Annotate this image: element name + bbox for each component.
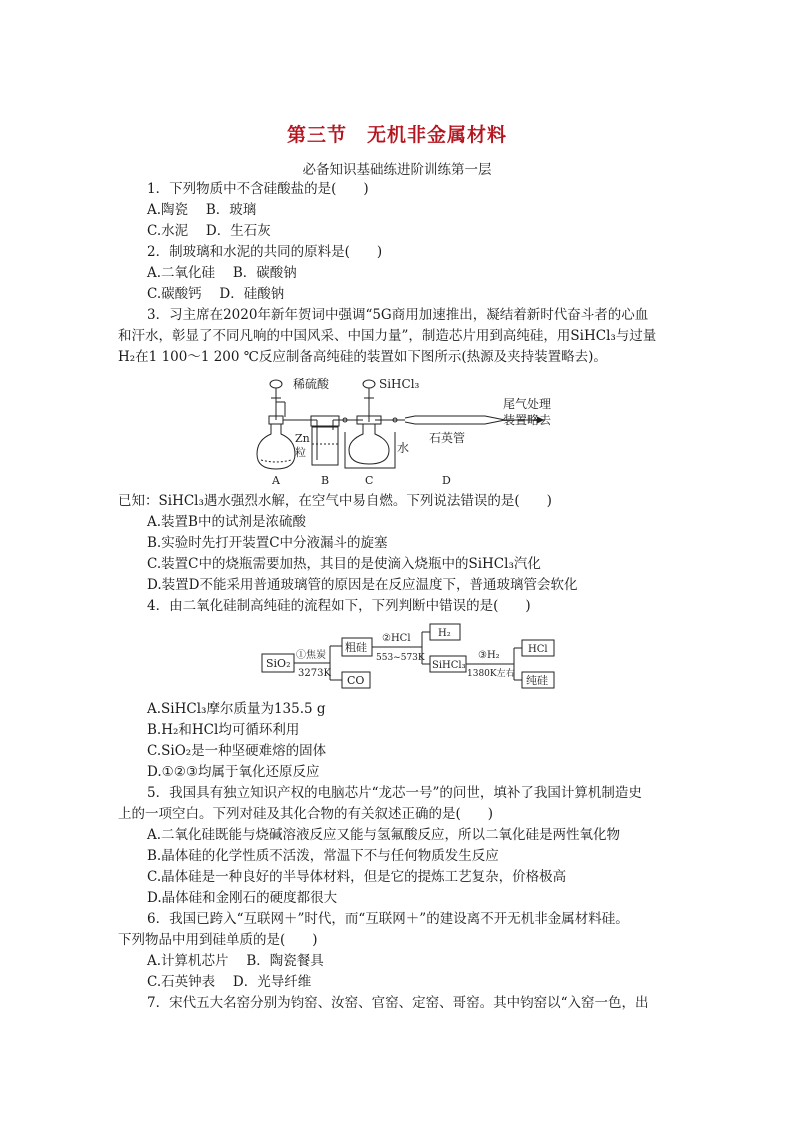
question-line: 7．宋代五大名窑分别为钧窑、汝窑、官窑、定窑、哥窑。其中钧窑以“入窑一色，出 bbox=[147, 995, 649, 1011]
flow-figure bbox=[260, 620, 565, 695]
option-line: B.晶体硅的化学性质不活泼，常温下不与任何物质发生反应 bbox=[147, 848, 499, 864]
label-c: C bbox=[365, 474, 374, 487]
question-line: 6．我国已跨入“互联网＋”时代，而“互联网＋”的建设离不开无机非金属材料硅。 bbox=[147, 911, 629, 927]
apparatus-b bbox=[305, 416, 353, 465]
apparatus-figure bbox=[255, 372, 555, 488]
question-line: 4．由二氧化硅制高纯硅的流程如下，下列判断中错误的是( ) bbox=[147, 598, 531, 614]
option-line: D.装置D不能采用普通玻璃管的原因是在反应温度下，普通玻璃管会软化 bbox=[147, 577, 578, 593]
question-line: H₂在1 100～1 200 ℃反应制备高纯硅的装置如下图所示(热源及夹持装置略去)。 bbox=[118, 349, 607, 365]
section-title: 第三节 无机非金属材料 bbox=[286, 124, 507, 146]
label-d: D bbox=[442, 474, 451, 487]
label-a: A bbox=[272, 474, 280, 487]
option-line: C.水泥 D．生石灰 bbox=[147, 223, 271, 239]
question-line: 已知：SiHCl₃遇水强烈水解，在空气中易自燃。下列说法错误的是( ) bbox=[118, 493, 552, 509]
exhaust-label-2: 装置略去 bbox=[503, 413, 552, 427]
question-line: 和汗水，彰显了不同凡响的中国风采、中国力量”，制造芯片用到高纯硅，用SiHCl₃与过量 bbox=[118, 328, 657, 344]
flow-pure-si: 纯硅 bbox=[526, 674, 548, 687]
option-line: B.H₂和HCl均可循环利用 bbox=[147, 722, 300, 738]
flow-sihcl3: SiHCl₃ bbox=[432, 660, 466, 671]
flow-step3-top: ③H₂ bbox=[478, 650, 500, 661]
question-line: 1．下列物质中不含硅酸盐的是( ) bbox=[147, 181, 369, 197]
option-line: D.①②③均属于氧化还原反应 bbox=[147, 764, 320, 780]
label-b: B bbox=[321, 474, 330, 487]
option-line: C.装置C中的烧瓶需要加热，其目的是使滴入烧瓶中的SiHCl₃汽化 bbox=[147, 556, 541, 572]
section-subtitle: 必备知识基础练进阶训练第一层 bbox=[302, 162, 492, 178]
option-line: A.SiHCl₃摩尔质量为135.5 g bbox=[147, 701, 326, 717]
flow-co: CO bbox=[347, 674, 365, 687]
option-line: C.石英钟表 D．光导纤维 bbox=[147, 974, 312, 990]
option-line: C.晶体硅是一种良好的半导体材料，但是它的提炼工艺复杂，价格极高 bbox=[147, 869, 567, 885]
flow-step1-bot: 3273K bbox=[298, 668, 331, 679]
acid-label: 稀硫酸 bbox=[293, 377, 330, 391]
flow-step3-bot: 1380K左右 bbox=[467, 669, 515, 679]
flow-step1-top: ①焦炭 bbox=[296, 650, 326, 661]
option-line: C.SiO₂是一种坚硬难熔的固体 bbox=[147, 743, 327, 759]
zn-label-2: 粒 bbox=[295, 446, 306, 459]
option-line: A.计算机芯片 B．陶瓷餐具 bbox=[147, 953, 324, 969]
question-line: 上的一项空白。下列对硅及其化合物的有关叙述正确的是( ) bbox=[118, 806, 494, 822]
question-line: 3．习主席在2020年新年贺词中强调“5G商用加速推出，凝结着新时代奋斗者的心血 bbox=[147, 307, 649, 323]
option-line: A.装置B中的试剂是浓硫酸 bbox=[147, 514, 306, 530]
option-line: A.二氧化硅既能与烧碱溶液反应又能与氢氟酸反应，所以二氧化硅是两性氧化物 bbox=[147, 827, 621, 843]
question-line: 下列物品中用到硅单质的是( ) bbox=[118, 932, 318, 948]
flow-step2-bot: 553~573K bbox=[376, 653, 425, 663]
apparatus-c bbox=[345, 380, 405, 468]
option-line: A.陶瓷 B．玻璃 bbox=[147, 202, 257, 218]
flow-crude-si: 粗硅 bbox=[345, 641, 367, 654]
tube-label: 石英管 bbox=[429, 431, 466, 445]
zn-label-1: Zn bbox=[295, 432, 310, 445]
question-line: 5．我国具有独立知识产权的电脑芯片“龙芯一号”的问世，填补了我国计算机制造史 bbox=[147, 785, 642, 801]
option-line: D.晶体硅和金刚石的硬度都很大 bbox=[147, 890, 338, 906]
water-label: 水 bbox=[397, 441, 410, 455]
flow-hcl: HCl bbox=[528, 644, 548, 655]
option-line: A.二氧化硅 B．碳酸钠 bbox=[147, 265, 297, 281]
option-line: B.实验时先打开装置C中分液漏斗的旋塞 bbox=[147, 535, 388, 551]
option-line: C.碳酸钙 D．硅酸钠 bbox=[147, 286, 285, 302]
reagent-label: SiHCl₃ bbox=[379, 377, 420, 391]
flow-h2: H₂ bbox=[438, 628, 451, 639]
flow-sio2: SiO₂ bbox=[266, 657, 291, 670]
exhaust-label-1: 尾气处理 bbox=[503, 397, 552, 411]
flow-step2-top: ②HCl bbox=[382, 633, 411, 644]
question-line: 2．制玻璃和水泥的共同的原料是( ) bbox=[147, 244, 383, 260]
